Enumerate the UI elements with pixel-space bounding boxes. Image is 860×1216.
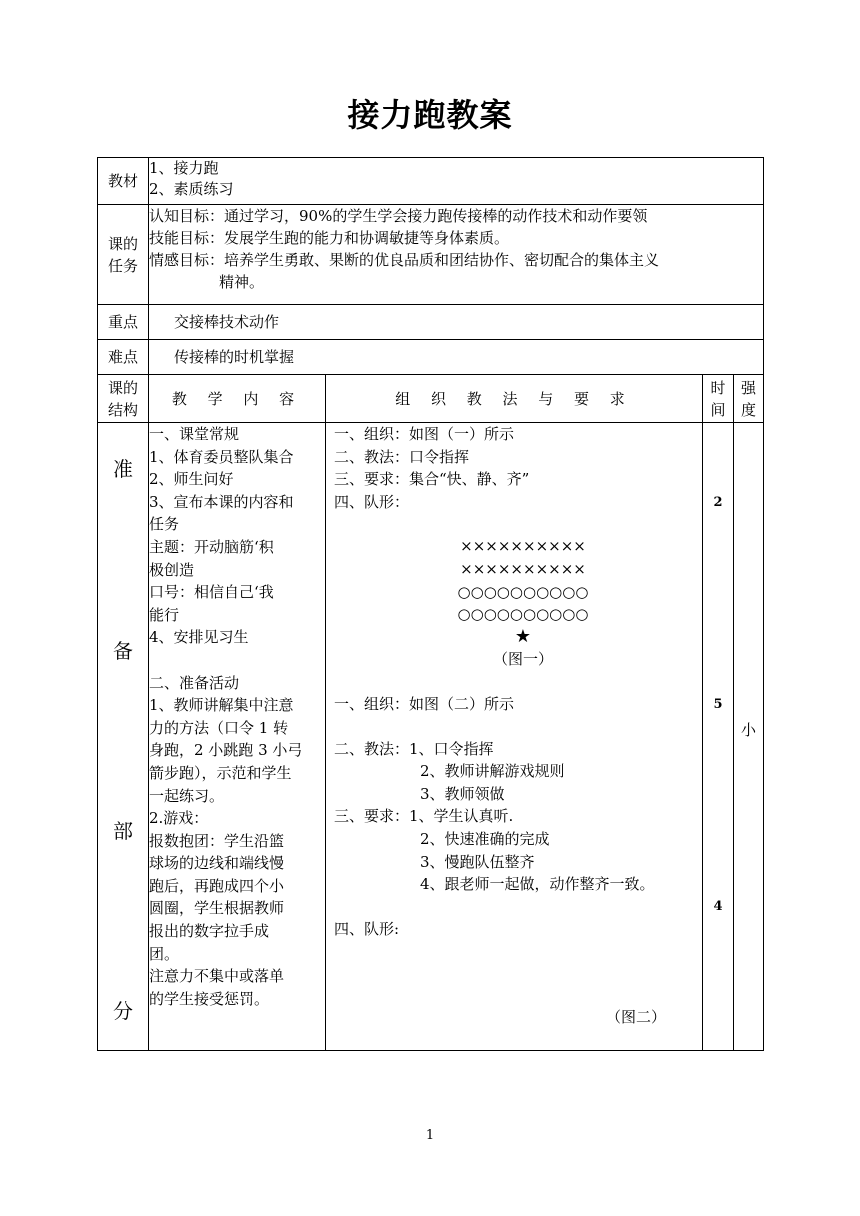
intensity-value: 小: [741, 721, 757, 739]
task-cognitive: 认知目标：通过学习，90%的学生学会接力跑传接棒的动作技术和动作要领: [149, 207, 648, 225]
content-line: 极创造: [149, 560, 195, 579]
content-line: 箭步跑），示范和学生: [149, 763, 292, 782]
method-line: 一、组织：如图（二）所示: [334, 694, 515, 713]
content-line: 任务: [149, 515, 180, 534]
page-number: 1: [425, 1128, 435, 1143]
content-line: 能行: [149, 605, 180, 624]
label-teaching-material: 教材: [98, 158, 149, 205]
content-line: 2、师生问好: [149, 470, 234, 489]
time-value: 4: [713, 899, 723, 914]
header-structure-line: 课的: [107, 378, 138, 397]
task-affective: 情感目标：培养学生勇敢、果断的优良品质和团结协作、密切配合的集体主义: [149, 251, 660, 269]
header-method: 组 织 教 法 与 要 求: [326, 375, 703, 423]
row-preparation-section: [98, 423, 764, 1051]
formation-row: ○○○○○○○○○○: [457, 605, 589, 624]
method-line: 一、组织：如图（一）所示: [334, 425, 515, 443]
content-line: 跑后，再跑成四个小: [149, 876, 285, 895]
lesson-plan-table: [97, 157, 764, 1051]
preparation-method: [326, 423, 703, 1051]
method-line: 四、队形：: [334, 492, 410, 511]
preparation-content: [149, 423, 326, 1051]
header-time-line: 间: [710, 400, 726, 419]
method-subline: 3、教师领做: [420, 784, 505, 803]
section-char: 部: [113, 819, 133, 843]
time-column: [703, 423, 734, 1051]
content-line: 3、宣布本课的内容和: [149, 492, 294, 511]
method-line: 二、教法：1、口令指挥: [334, 739, 494, 758]
method-subline: 4、跟老师一起做，动作整齐一致。: [420, 875, 655, 894]
label-lesson-tasks: [98, 205, 149, 305]
method-line: 二、教法：口令指挥: [334, 447, 470, 466]
method-subline: 2、快速准确的完成: [420, 829, 550, 848]
row-difficulty: [98, 340, 764, 375]
content-line: 球场的边线和端线慢: [149, 854, 285, 873]
label-line: 课的: [107, 234, 138, 253]
content-line: 力的方法（口令 1 转: [149, 718, 289, 737]
content-line: 圆圈，学生根据教师: [149, 899, 285, 918]
header-structure: [98, 375, 149, 423]
content-line: 主题：开动脑筋‘积: [149, 537, 274, 556]
figure2-caption: （图二）: [606, 1008, 667, 1026]
header-intensity-line: 度: [741, 400, 757, 419]
header-intensity: [734, 375, 764, 423]
method-line: 四、队形:: [334, 919, 400, 938]
intensity-column: [734, 423, 764, 1051]
time-value: 2: [713, 495, 723, 510]
method-subline: 3、慢跑队伍整齐: [420, 852, 535, 871]
content-line: 二、准备活动: [149, 673, 240, 692]
formation-row: ××××××××××: [460, 537, 586, 556]
content-line: 口号：相信自己‘我: [149, 583, 274, 602]
task-affective-cont: 精神。: [219, 273, 265, 291]
content-line: 1、体育委员整队集合: [149, 447, 294, 466]
formation-row: ××××××××××: [460, 559, 586, 578]
teacher-star-icon: ★: [514, 625, 532, 647]
time-value: 5: [713, 697, 723, 712]
content-line: 的学生接受惩罚。: [149, 989, 270, 1008]
material-line: 1、接力跑: [149, 159, 219, 177]
lesson-tasks-content: [149, 205, 764, 305]
row-teaching-material: [98, 158, 764, 205]
row-table-header: [98, 375, 764, 423]
method-subline: 2、教师讲解游戏规则: [420, 762, 565, 781]
content-line: 4、安排见习生: [149, 628, 249, 647]
document-title: 接力跑教案: [347, 96, 513, 134]
header-intensity-line: 强: [741, 378, 757, 397]
content-line: 报数抱团：学生沿篮: [149, 831, 285, 850]
content-line: 2.游戏：: [149, 809, 209, 828]
content-line: 一、课堂常规: [149, 425, 240, 443]
teaching-material-content: [149, 158, 764, 205]
content-line: 团。: [149, 944, 180, 963]
content-line-blank: [149, 649, 325, 672]
content-line: 一起练习。: [149, 786, 225, 805]
section-char: 备: [113, 639, 133, 663]
formation-diagram-1: [334, 535, 702, 671]
header-structure-line: 结构: [107, 400, 138, 419]
content-line: 报出的数字拉手成: [149, 922, 270, 941]
label-key-point: 重点: [98, 305, 149, 340]
label-difficulty: 难点: [98, 340, 149, 375]
method-line: 三、要求：集合“快、静、齐”: [334, 470, 530, 489]
row-key-point: [98, 305, 764, 340]
method-line: 三、要求：1、学生认真听.: [334, 807, 514, 826]
key-point-text: 交接棒技术动作: [149, 305, 764, 340]
header-time: [703, 375, 734, 423]
label-line: 任务: [107, 256, 138, 275]
formation-row: ○○○○○○○○○○: [457, 582, 589, 601]
section-char: 分: [113, 999, 133, 1023]
difficulty-text: 传接棒的时机掌握: [149, 340, 764, 375]
figure1-caption: （图一）: [492, 650, 553, 669]
content-line: 注意力不集中或落单: [149, 967, 285, 986]
header-content: 教 学 内 容: [149, 375, 326, 423]
content-line: 1、教师讲解集中注意: [149, 696, 294, 715]
row-lesson-tasks: [98, 205, 764, 305]
material-line: 2、素质练习: [149, 180, 234, 198]
section-label-preparation: [98, 423, 149, 1051]
task-skill: 技能目标：发展学生跑的能力和协调敏捷等身体素质。: [149, 229, 510, 247]
section-char: 准: [113, 457, 133, 481]
header-time-line: 时: [710, 378, 726, 397]
content-line: 身跑，2 小跳跑 3 小弓: [149, 741, 303, 760]
